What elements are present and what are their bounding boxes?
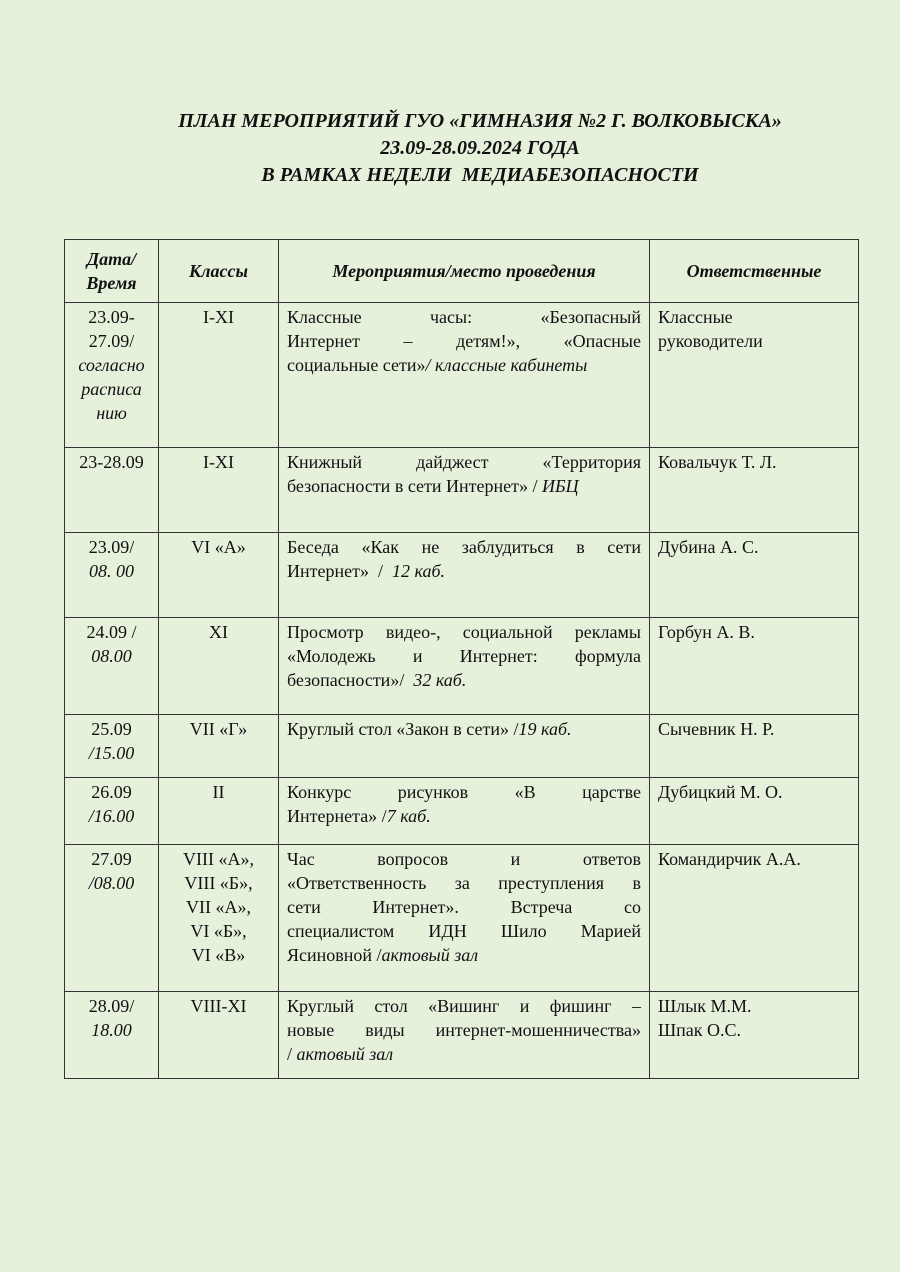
event-place: / классные кабинеты (425, 355, 588, 375)
responsible-name: Командирчик А.А. (658, 849, 801, 869)
event-cell (279, 533, 650, 618)
responsible-cell (650, 618, 859, 715)
classes-cell (159, 845, 279, 992)
date-cell (65, 845, 159, 992)
class-text: VI «Б», (190, 921, 247, 941)
responsible-cell (650, 845, 859, 992)
event-text: социальные сети» (287, 355, 426, 375)
event-text-line: сети Интернет». Встреча со (287, 897, 641, 917)
responsible-name: Горбун А. В. (658, 622, 755, 642)
classes-cell (159, 448, 279, 533)
time-text: /16.00 (88, 806, 135, 826)
event-text-line: специалистом ИДН Шило Марией (287, 921, 641, 941)
event-place: 7 каб. (386, 806, 431, 826)
event-text-line: Круглый стол «Вишинг и фишинг – (287, 996, 641, 1016)
date-text: 27.09 (91, 849, 132, 869)
event-cell (279, 448, 650, 533)
responsible-name: Сычевник Н. Р. (658, 719, 775, 739)
event-last-line (287, 804, 641, 828)
class-text: VI «А» (191, 537, 246, 557)
event-cell (279, 992, 650, 1079)
time-text: 08. 00 (89, 561, 134, 581)
table-row (65, 533, 859, 618)
event-text: Интернета» / (287, 806, 387, 826)
table-row (65, 845, 859, 992)
class-text: II (212, 782, 225, 802)
classes-cell (159, 778, 279, 845)
event-text: безопасности в сети Интернет» / (287, 476, 542, 496)
header-date (65, 240, 159, 303)
responsible-name: Классные (658, 307, 733, 327)
class-text: I-XI (203, 452, 234, 472)
class-text: VI «В» (191, 945, 246, 965)
event-last-line (287, 717, 641, 741)
table-row (65, 618, 859, 715)
date-cell (65, 448, 159, 533)
time-text: 18.00 (91, 1020, 132, 1040)
responsible-cell (650, 992, 859, 1079)
event-place: актовый зал (296, 1044, 394, 1064)
event-place: 19 каб. (518, 719, 572, 739)
event-text-line: новые виды интернет-мошенничества» (287, 1020, 641, 1040)
class-text: VIII «А», (183, 849, 254, 869)
date-text: 27.09/ (88, 331, 135, 351)
event-last-line (287, 474, 641, 498)
event-cell (279, 778, 650, 845)
date-cell (65, 715, 159, 778)
event-place: 32 каб. (413, 670, 467, 690)
class-text: XI (209, 622, 228, 642)
responsible-cell (650, 533, 859, 618)
event-place: ИБЦ (542, 476, 579, 496)
classes-cell (159, 533, 279, 618)
responsible-cell (650, 715, 859, 778)
classes-cell (159, 303, 279, 448)
responsible-name: Дубина А. С. (658, 537, 759, 557)
responsible-name: Дубицкий М. О. (658, 782, 783, 802)
header-date-line2: Время (86, 273, 137, 293)
events-table (64, 239, 859, 1079)
event-last-line (287, 943, 641, 967)
event-text: Ясиновной / (287, 945, 382, 965)
responsible-cell (650, 448, 859, 533)
event-text: Круглый стол «Закон в сети» / (287, 719, 519, 739)
class-text: VIII-XI (190, 996, 247, 1016)
document-title (0, 108, 900, 189)
class-text: VII «Г» (189, 719, 248, 739)
header-events: Мероприятия/место проведения (279, 240, 650, 303)
event-text-line: Просмотр видео-, социальной рекламы (287, 622, 641, 642)
time-text: 08.00 (91, 646, 132, 666)
table-row (65, 303, 859, 448)
header-responsible: Ответственные (650, 240, 859, 303)
header-date-line1: Дата/ (86, 249, 137, 269)
table-row (65, 715, 859, 778)
event-text-line: Конкурс рисунков «В царстве (287, 782, 641, 802)
table-row (65, 992, 859, 1079)
event-cell (279, 303, 650, 448)
event-last-line (287, 668, 641, 692)
responsible-name: руководители (658, 331, 763, 351)
responsible-cell (650, 778, 859, 845)
event-text: / (287, 1044, 297, 1064)
date-text: 28.09/ (88, 996, 135, 1016)
event-text-line: Классные часы: «Безопасный (287, 307, 641, 327)
table-header-row (65, 240, 859, 303)
date-cell (65, 778, 159, 845)
date-text: 25.09 (91, 719, 132, 739)
table-row (65, 448, 859, 533)
time-text: согласно (78, 355, 145, 375)
time-text: расписа (81, 379, 142, 399)
event-last-line (287, 1042, 641, 1066)
event-text: Интернет» / (287, 561, 392, 581)
event-text-line: Час вопросов и ответов (287, 849, 641, 869)
class-text: VII «А», (186, 897, 251, 917)
classes-cell (159, 992, 279, 1079)
class-text: I-XI (203, 307, 234, 327)
responsible-cell (650, 303, 859, 448)
classes-cell (159, 715, 279, 778)
event-place: 12 каб. (391, 561, 446, 581)
class-text: VIII «Б», (184, 873, 253, 893)
date-text: 23-28.09 (79, 452, 144, 472)
event-text-line: «Молодежь и Интернет: формула (287, 646, 641, 666)
classes-cell (159, 618, 279, 715)
time-text: /15.00 (88, 743, 135, 763)
event-text-line: Беседа «Как не заблудиться в сети (287, 537, 641, 557)
date-cell (65, 618, 159, 715)
responsible-name: Шлык М.М. (658, 996, 752, 1016)
event-text-line: «Ответственность за преступления в (287, 873, 641, 893)
title-line-1: ПЛАН МЕРОПРИЯТИЙ ГУО «ГИМНАЗИЯ №2 Г. ВОЛКОВЫСКА» (178, 110, 782, 132)
event-text-line: Книжный дайджест «Территория (287, 452, 641, 472)
event-cell (279, 715, 650, 778)
date-text: 24.09 / (86, 622, 137, 642)
header-classes: Классы (159, 240, 279, 303)
title-line-3: В РАМКАХ НЕДЕЛИ МЕДИАБЕЗОПАСНОСТИ (261, 164, 699, 186)
date-text: 23.09- (88, 307, 135, 327)
date-cell (65, 303, 159, 448)
date-text: 26.09 (91, 782, 132, 802)
event-text-line: Интернет – детям!», «Опасные (287, 331, 641, 351)
responsible-name: Ковальчук Т. Л. (658, 452, 777, 472)
event-last-line (287, 353, 641, 377)
event-last-line (287, 559, 641, 583)
date-text: 23.09/ (88, 537, 135, 557)
event-cell (279, 618, 650, 715)
date-cell (65, 533, 159, 618)
time-text: нию (96, 403, 127, 423)
event-text: безопасности»/ (287, 670, 414, 690)
table-row (65, 778, 859, 845)
event-cell (279, 845, 650, 992)
title-line-2: 23.09-28.09.2024 ГОДА (380, 137, 580, 159)
responsible-name: Шпак О.С. (658, 1020, 742, 1040)
event-place: актовый зал (381, 945, 479, 965)
time-text: /08.00 (88, 873, 135, 893)
date-cell (65, 992, 159, 1079)
